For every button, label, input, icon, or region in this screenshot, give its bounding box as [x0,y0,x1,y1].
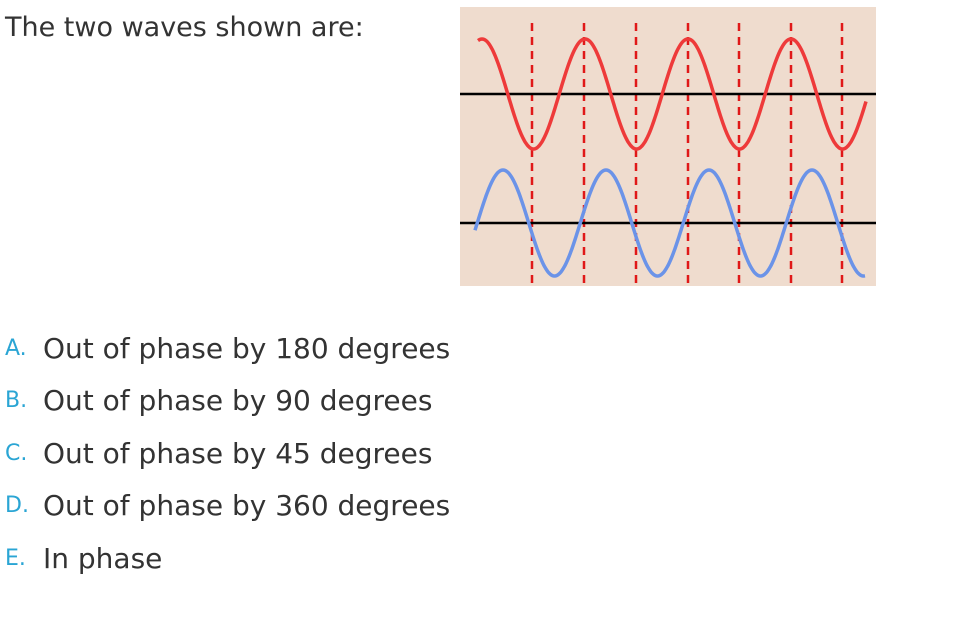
option-text: Out of phase by 360 degrees [43,489,451,523]
option-text: Out of phase by 45 degrees [43,436,433,470]
option-d[interactable] [5,480,450,533]
option-letter: E. [5,545,26,571]
option-c[interactable] [5,427,450,480]
option-text: Out of phase by 180 degrees [43,331,451,365]
option-text: In phase [43,541,163,575]
option-letter: A. [5,335,27,361]
option-letter: D. [5,493,29,519]
wave-diagram [460,7,876,286]
option-letter: B. [5,388,28,414]
option-e[interactable] [5,532,450,585]
option-text: Out of phase by 90 degrees [43,384,433,418]
option-b[interactable] [5,375,450,428]
option-a[interactable] [5,322,450,375]
question-text: The two waves shown are: [5,12,364,43]
answer-options [5,322,450,585]
diagram-background [460,7,876,286]
option-letter: C. [5,440,28,466]
